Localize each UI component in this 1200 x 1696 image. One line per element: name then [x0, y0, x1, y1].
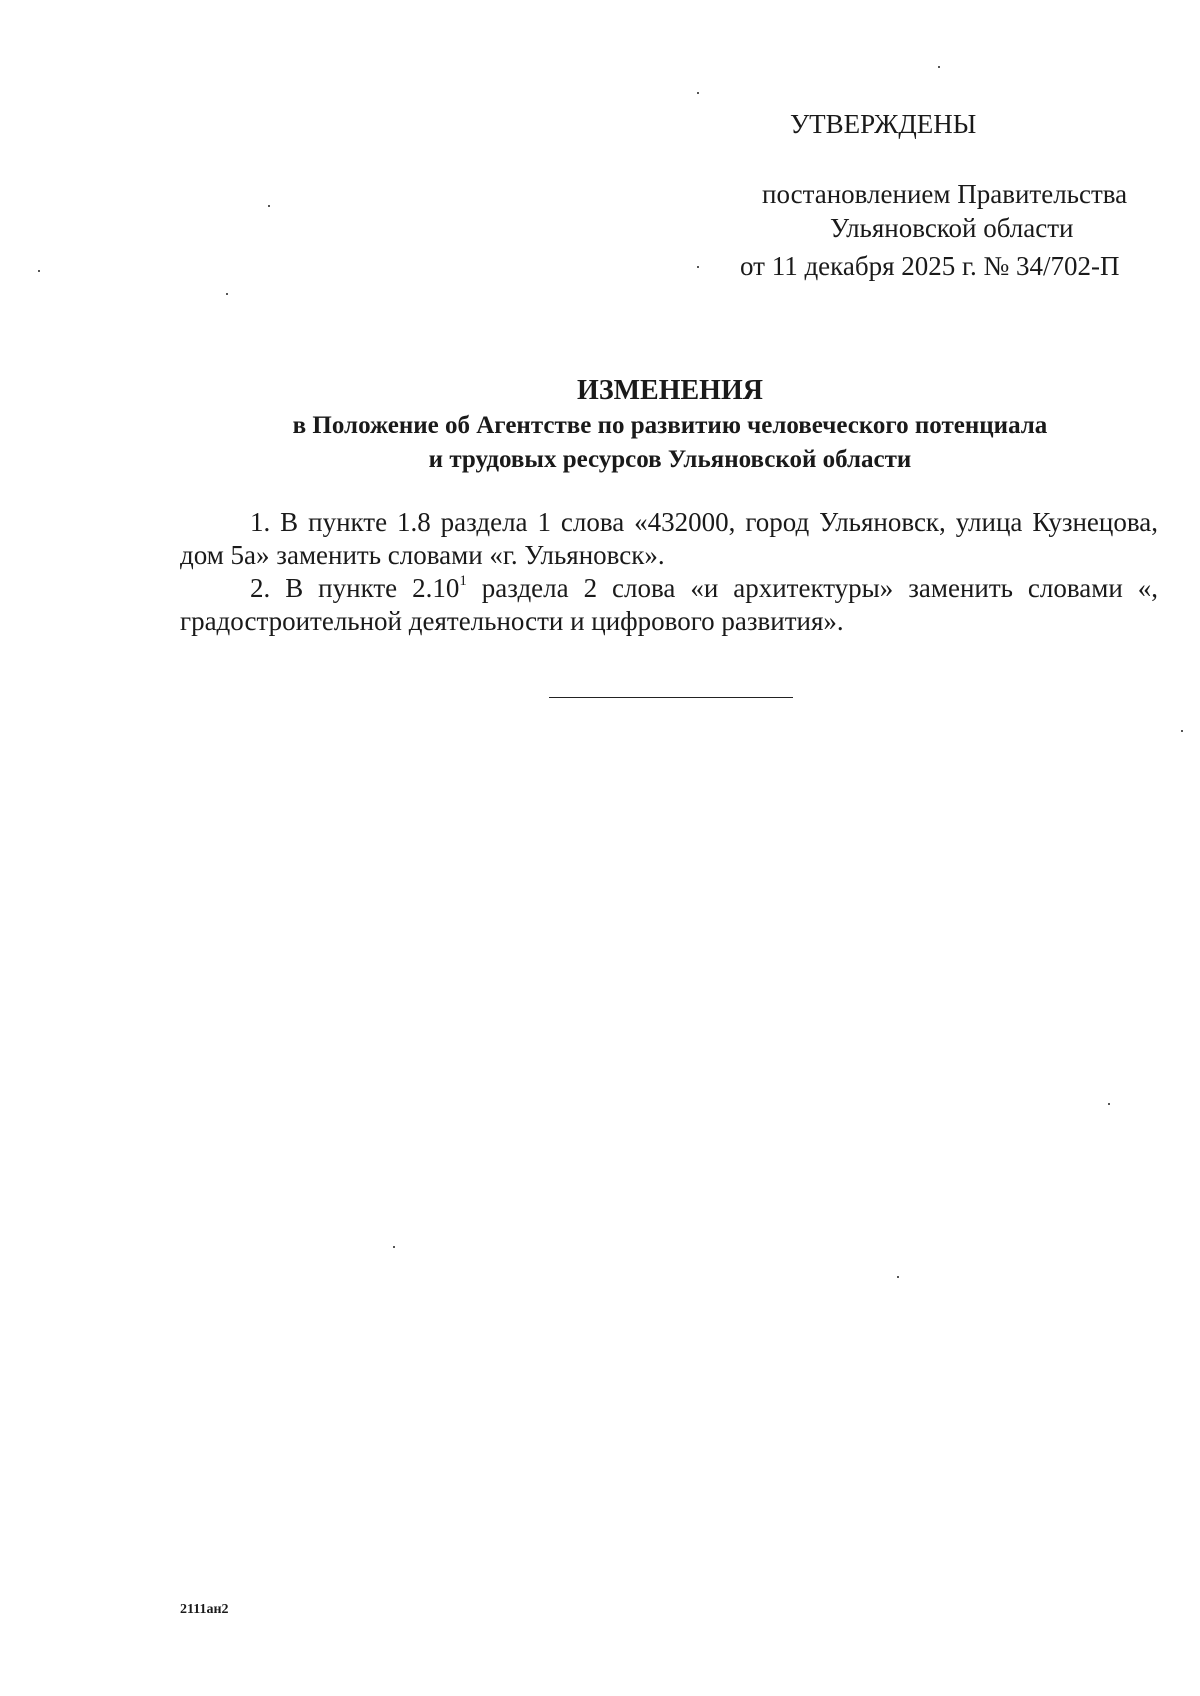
scan-speck: [697, 92, 699, 94]
superscript-index: 1: [459, 573, 467, 589]
change-item-2-end: раздела 2 слова «и архитектуры» заменить словами «, градостроительной деятельности и цифрового развития».: [180, 573, 1158, 636]
scan-speck: [897, 1276, 899, 1278]
document-subtitle-line1: в Положение об Агентстве по развитию человеческого потенциала: [292, 412, 1048, 439]
scan-speck: [38, 270, 40, 272]
scan-speck: [1108, 1103, 1110, 1105]
approved-label: УТВЕРЖДЕНЫ: [790, 109, 977, 139]
change-item-2: [180, 572, 1158, 638]
change-item-2-start: 2. В пункте 2.10: [250, 573, 460, 603]
document-code: 2111ан2: [180, 1602, 229, 1617]
change-item-1: 1. В пункте 1.8 раздела 1 слова «432000, город Ульяновск, улица Кузнецова, дом 5а» заменить словами «г. Ульяновск».: [180, 507, 1158, 570]
scan-speck: [268, 205, 270, 207]
scan-speck: [938, 66, 940, 68]
approval-line-decree: постановлением Правительства: [762, 179, 1128, 209]
document-body: [180, 506, 1158, 638]
scan-speck: [1181, 730, 1183, 732]
scan-speck: [697, 266, 699, 268]
approval-line-region: Ульяновской области: [830, 213, 1074, 243]
scan-speck: [393, 1246, 395, 1248]
document-subtitle-line2: и трудовых ресурсов Ульяновской области: [428, 446, 912, 473]
scan-speck: [226, 293, 228, 295]
document-title: ИЗМЕНЕНИЯ: [577, 375, 763, 406]
closing-divider: [549, 697, 793, 698]
approval-line-date-number: от 11 декабря 2025 г. № 34/702-П: [740, 251, 1120, 281]
